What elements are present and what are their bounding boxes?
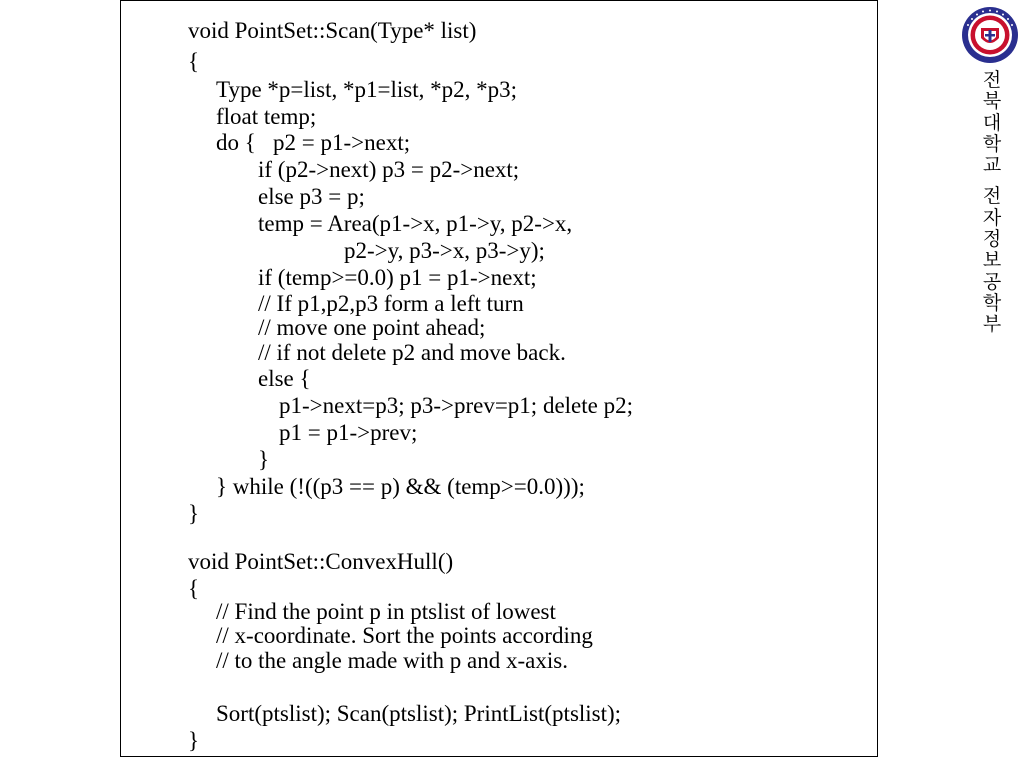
university-char: 대 — [982, 111, 1002, 134]
department-char: 자 — [982, 206, 1002, 229]
department-char: 학 — [982, 291, 1002, 314]
code-line: Type *p=list, *p1=list, *p2, *p3; — [216, 77, 517, 102]
university-char: 북 — [982, 90, 1002, 113]
code-line: if (p2->next) p3 = p2->next; — [258, 157, 520, 182]
university-char: 전 — [982, 69, 1002, 91]
code-line: else p3 = p; — [258, 184, 365, 209]
code-line: p1->next=p3; p3->prev=p1; delete p2; — [279, 393, 633, 418]
code-line: } — [188, 501, 200, 526]
code-line: do { p2 = p1->next; — [216, 130, 411, 155]
code-line: p1 = p1->prev; — [279, 420, 418, 445]
code-line: float temp; — [216, 104, 317, 129]
code-comment: // Find the point p in ptslist of lowest — [216, 599, 556, 624]
department-char: 정 — [982, 228, 1002, 251]
code-comment: // to the angle made with p and x-axis. — [216, 648, 568, 673]
university-char: 교 — [982, 154, 1002, 177]
code-comment: // If p1,p2,p3 form a left turn — [258, 291, 524, 316]
department-char: 보 — [982, 249, 1002, 272]
code-line: void PointSet::ConvexHull() — [188, 549, 454, 574]
department-char: 전 — [982, 185, 1002, 208]
code-comment: // if not delete p2 and move back. — [258, 340, 566, 365]
code-comment: // move one point ahead; — [258, 315, 486, 340]
code-line: else { — [258, 366, 311, 391]
code-line: } while (!((p3 == p) && (temp>=0.0))); — [216, 474, 585, 499]
department-char: 공 — [982, 270, 1002, 293]
code-line: } — [258, 447, 270, 472]
department-char: 부 — [982, 313, 1002, 336]
university-char: 학 — [982, 132, 1002, 155]
code-line: { — [188, 49, 200, 74]
code-line: Sort(ptslist); Scan(ptslist); PrintList(ptslist); — [216, 701, 622, 726]
code-line: temp = Area(p1->x, p1->y, p2->x, — [258, 211, 573, 236]
code-line: p2->y, p3->x, p3->y); — [344, 238, 545, 263]
university-seal-icon — [961, 6, 1019, 64]
code-line: if (temp>=0.0) p1 = p1->next; — [258, 265, 537, 290]
code-listing — [120, 0, 878, 757]
code-line: void PointSet::Scan(Type* list) — [188, 18, 477, 43]
university-name — [979, 70, 1005, 336]
code-line: { — [188, 576, 200, 601]
code-comment: // x-coordinate. Sort the points according — [216, 623, 593, 648]
code-line: } — [188, 728, 200, 753]
